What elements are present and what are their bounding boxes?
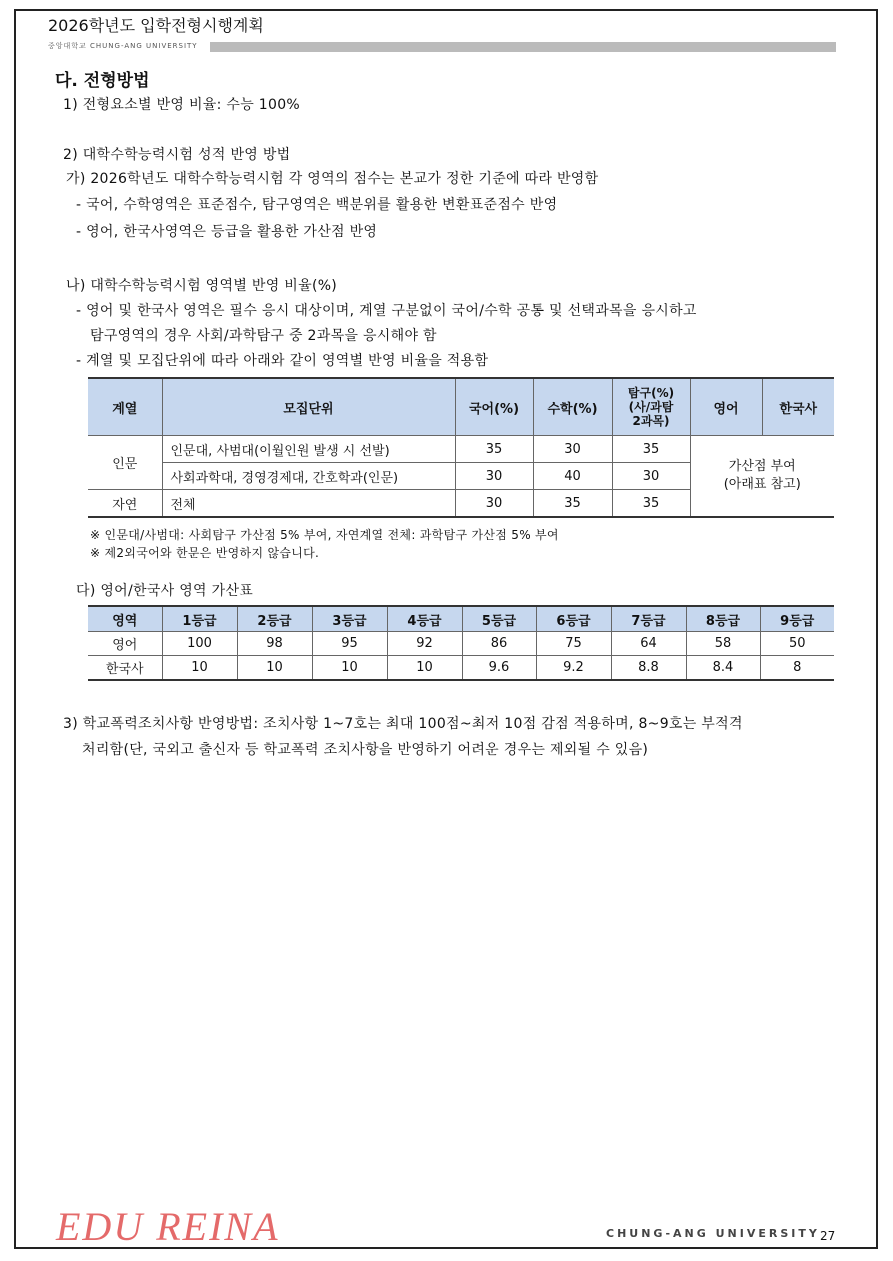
col-grade: 5등급 bbox=[462, 606, 536, 632]
value-cell: 100 bbox=[162, 632, 237, 656]
col-grade: 9등급 bbox=[760, 606, 834, 632]
table-header-row bbox=[88, 606, 834, 632]
col-area: 영역 bbox=[88, 606, 162, 632]
col-grade: 1등급 bbox=[162, 606, 237, 632]
item-3-line-1: 3) 학교폭력조치사항 반영방법: 조치사항 1~7호는 최대 100점~최저 10점 감점 적용하며, 8~9호는 부적격 bbox=[63, 716, 743, 732]
value-cell: 30 bbox=[612, 463, 690, 490]
item-2: 2) 대학수학능력시험 성적 반영 방법 bbox=[63, 147, 291, 163]
value-cell: 8 bbox=[760, 656, 834, 681]
item-2-da: 다) 영어/한국사 영역 가산표 bbox=[76, 583, 254, 599]
area-cell: 한국사 bbox=[88, 656, 162, 681]
value-cell: 30 bbox=[455, 463, 533, 490]
table-header-row bbox=[88, 378, 834, 436]
col-math: 수학(%) bbox=[533, 378, 612, 436]
value-cell: 92 bbox=[387, 632, 462, 656]
note-2: ※ 제2외국어와 한문은 반영하지 않습니다. bbox=[90, 546, 320, 560]
col-korean: 국어(%) bbox=[455, 378, 533, 436]
col-inquiry: 탐구(%) (사/과탐 2과목) bbox=[612, 378, 690, 436]
note-1: ※ 인문대/사범대: 사회탐구 가산점 5% 부여, 자연계열 전체: 과학탐구 가산점 5% 부여 bbox=[90, 528, 559, 542]
track-cell: 인문 bbox=[88, 436, 162, 490]
value-cell: 35 bbox=[455, 436, 533, 463]
value-cell: 10 bbox=[162, 656, 237, 681]
col-grade: 7등급 bbox=[611, 606, 686, 632]
value-cell: 98 bbox=[237, 632, 312, 656]
col-track: 계열 bbox=[88, 378, 162, 436]
value-cell: 50 bbox=[760, 632, 834, 656]
value-cell: 40 bbox=[533, 463, 612, 490]
col-grade: 8등급 bbox=[686, 606, 760, 632]
value-cell: 10 bbox=[237, 656, 312, 681]
col-grade: 4등급 bbox=[387, 606, 462, 632]
value-cell: 9.6 bbox=[462, 656, 536, 681]
value-cell: 35 bbox=[612, 436, 690, 463]
col-grade: 6등급 bbox=[536, 606, 611, 632]
value-cell: 30 bbox=[455, 490, 533, 518]
value-cell: 35 bbox=[533, 490, 612, 518]
col-english: 영어 bbox=[690, 378, 762, 436]
value-cell: 8.8 bbox=[611, 656, 686, 681]
value-cell: 86 bbox=[462, 632, 536, 656]
table-row bbox=[88, 632, 834, 656]
ratio-table bbox=[88, 377, 834, 518]
item-1: 1) 전형요소별 반영 비율: 수능 100% bbox=[63, 97, 301, 113]
item-2-ga-bullet-2: - 영어, 한국사영역은 등급을 활용한 가산점 반영 bbox=[76, 224, 378, 240]
value-cell: 9.2 bbox=[536, 656, 611, 681]
header-bar bbox=[210, 42, 836, 52]
document-title: 2026학년도 입학전형시행계획 bbox=[48, 16, 264, 35]
item-2-na-bullet-1a: - 영어 및 한국사 영역은 필수 응시 대상이며, 계열 구분없이 국어/수학 공통 및 선택과목을 응시하고 bbox=[76, 303, 697, 319]
value-cell: 75 bbox=[536, 632, 611, 656]
table-row bbox=[88, 656, 834, 681]
bonus-cell: 가산점 부여 (아래표 참고) bbox=[690, 436, 834, 518]
value-cell: 58 bbox=[686, 632, 760, 656]
value-cell: 10 bbox=[387, 656, 462, 681]
bonus-table bbox=[88, 605, 834, 681]
item-2-na-bullet-2: - 계열 및 모집단위에 따라 아래와 같이 영역별 반영 비율을 적용함 bbox=[76, 353, 489, 369]
unit-cell: 전체 bbox=[162, 490, 455, 518]
col-grade: 3등급 bbox=[312, 606, 387, 632]
unit-cell: 인문대, 사범대(이월인원 발생 시 선발) bbox=[162, 436, 455, 463]
university-logo-text: 중앙대학교 CHUNG-ANG UNIVERSITY bbox=[48, 42, 198, 50]
watermark-logo: EDU REINA bbox=[56, 1204, 280, 1249]
item-2-na-bullet-1b: 탐구영역의 경우 사회/과학탐구 중 2과목을 응시해야 함 bbox=[90, 328, 437, 344]
unit-cell: 사회과학대, 경영경제대, 간호학과(인문) bbox=[162, 463, 455, 490]
footer-university: CHUNG-ANG UNIVERSITY bbox=[606, 1227, 820, 1240]
item-2-na: 나) 대학수학능력시험 영역별 반영 비율(%) bbox=[66, 278, 338, 294]
value-cell: 35 bbox=[612, 490, 690, 518]
page-number: 27 bbox=[820, 1229, 836, 1243]
value-cell: 95 bbox=[312, 632, 387, 656]
area-cell: 영어 bbox=[88, 632, 162, 656]
col-grade: 2등급 bbox=[237, 606, 312, 632]
value-cell: 30 bbox=[533, 436, 612, 463]
value-cell: 8.4 bbox=[686, 656, 760, 681]
col-unit: 모집단위 bbox=[162, 378, 455, 436]
value-cell: 64 bbox=[611, 632, 686, 656]
value-cell: 10 bbox=[312, 656, 387, 681]
track-cell: 자연 bbox=[88, 490, 162, 518]
table-row bbox=[88, 436, 834, 463]
col-history: 한국사 bbox=[762, 378, 834, 436]
item-2-ga-bullet-1: - 국어, 수학영역은 표준점수, 탐구영역은 백분위를 활용한 변환표준점수 반영 bbox=[76, 197, 558, 213]
section-title: 다. 전형방법 bbox=[55, 71, 150, 91]
item-3-line-2: 처리함(단, 국외고 출신자 등 학교폭력 조치사항을 반영하기 어려운 경우는 제외될 수 있음) bbox=[82, 742, 649, 758]
item-2-ga: 가) 2026학년도 대학수학능력시험 각 영역의 점수는 본교가 정한 기준에 따라 반영함 bbox=[66, 171, 599, 187]
